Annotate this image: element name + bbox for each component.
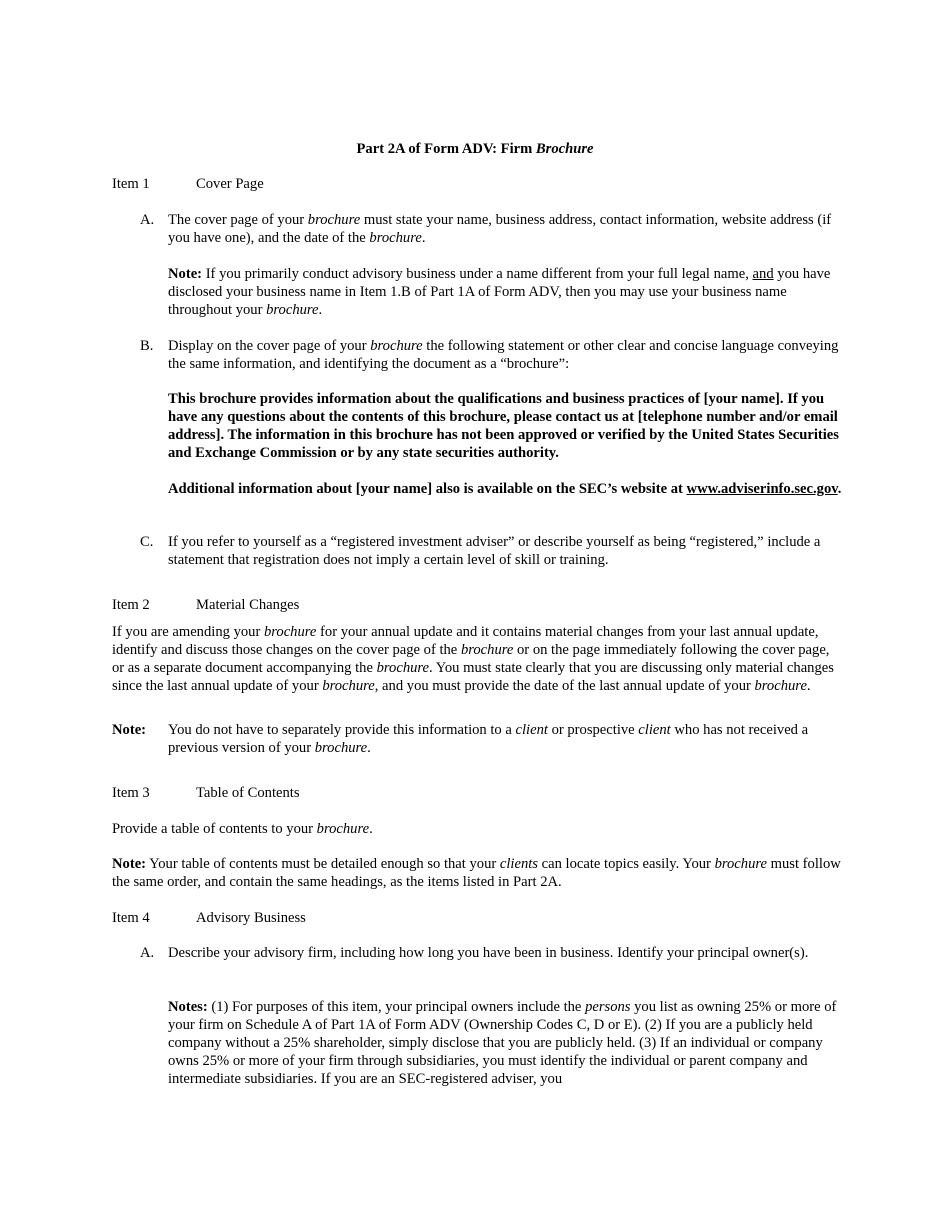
item3-title: Table of Contents xyxy=(196,785,300,801)
sec-website-link[interactable]: www.adviserinfo.sec.gov xyxy=(686,481,838,497)
title-italic: Brochure xyxy=(535,141,594,157)
title-text: Part 2A of Form ADV: Firm xyxy=(356,141,536,157)
item4-a-text: Describe your advisory firm, including how long you have been in business. Identify your principal owner(s). xyxy=(168,945,809,961)
item3-heading xyxy=(112,784,300,802)
item1-heading xyxy=(112,175,264,193)
item1-b-text: Display on the cover page of your brochure the following statement or other clear and concise language conveying the same information, and identifying the document as a “brochure”: xyxy=(168,338,839,372)
item1-c-label: C. xyxy=(140,534,154,550)
item4-heading xyxy=(112,909,306,927)
item3-body: Provide a table of contents to your brochure. xyxy=(112,821,373,837)
additional-info: Additional information about [your name] also is available on the SEC’s website at www.adviserinfo.sec.gov. xyxy=(168,481,842,497)
item1-c-text: If you refer to yourself as a “registered investment adviser” or describe yourself as being “registered,” include a statement that registration does not imply a certain level of skill or training. xyxy=(168,534,821,568)
item1-a-label: A. xyxy=(140,212,155,228)
item1-a-note: Note: If you primarily conduct advisory business under a name different from your full legal name, and you have disclosed your business name in Item 1.B of Part 1A of Form ADV, then you may use your business name throughout your brochure. xyxy=(168,266,831,318)
item2-note-label: Note: xyxy=(112,722,147,738)
item1-a-text: The cover page of your brochure must state your name, business address, contact information, website address (if you have one), and the date of the brochure. xyxy=(168,212,832,246)
item1-b-label: B. xyxy=(140,338,154,354)
page-title xyxy=(0,140,950,158)
item2-heading xyxy=(112,596,299,614)
item4-a-label: A. xyxy=(140,945,155,961)
brochure-statement: This brochure provides information about the qualifications and business practices of [your name]. If you have any questions about the contents of this brochure, please contact us at [telephone number and/or email address]. The information in this brochure has not been approved or verified by the United States Securities and Exchange Commission or by any state securities authority. xyxy=(168,391,839,461)
item4-notes: Notes: (1) For purposes of this item, your principal owners include the persons you list as owning 25% or more of your firm on Schedule A of Part 1A of Form ADV (Ownership Codes C, D or E). (2) If you are a publicly held company without a 25% shareholder, simply disclose that you are publicly held. (3) If an individual or company owns 25% or more of your firm through subsidiaries, you must identify the individual or parent company and intermediate subsidiaries. If you are an SEC-registered adviser, you xyxy=(168,999,837,1087)
item2-number: Item 2 xyxy=(112,597,150,613)
item3-note: Note: Your table of contents must be detailed enough so that your clients can locate topics easily. Your brochure must follow the same order, and contain the same headings, as the items listed in Part 2A. xyxy=(112,856,841,890)
item1-number: Item 1 xyxy=(112,176,150,192)
item2-body: If you are amending your brochure for your annual update and it contains material changes from your last annual update, identify and discuss those changes on the cover page of the brochure or on the page immediately following the cover page, or as a separate document accompanying the brochure. You must state clearly that you are discussing only material changes since the last annual update of your brochure, and you must provide the date of the last annual update of your brochure. xyxy=(112,624,834,694)
item4-title: Advisory Business xyxy=(196,910,306,926)
item1-title: Cover Page xyxy=(196,176,264,192)
item2-note-text: You do not have to separately provide this information to a client or prospective client who has not received a previous version of your brochure. xyxy=(168,722,809,756)
item4-number: Item 4 xyxy=(112,910,150,926)
item2-title: Material Changes xyxy=(196,597,300,613)
item3-number: Item 3 xyxy=(112,785,150,801)
